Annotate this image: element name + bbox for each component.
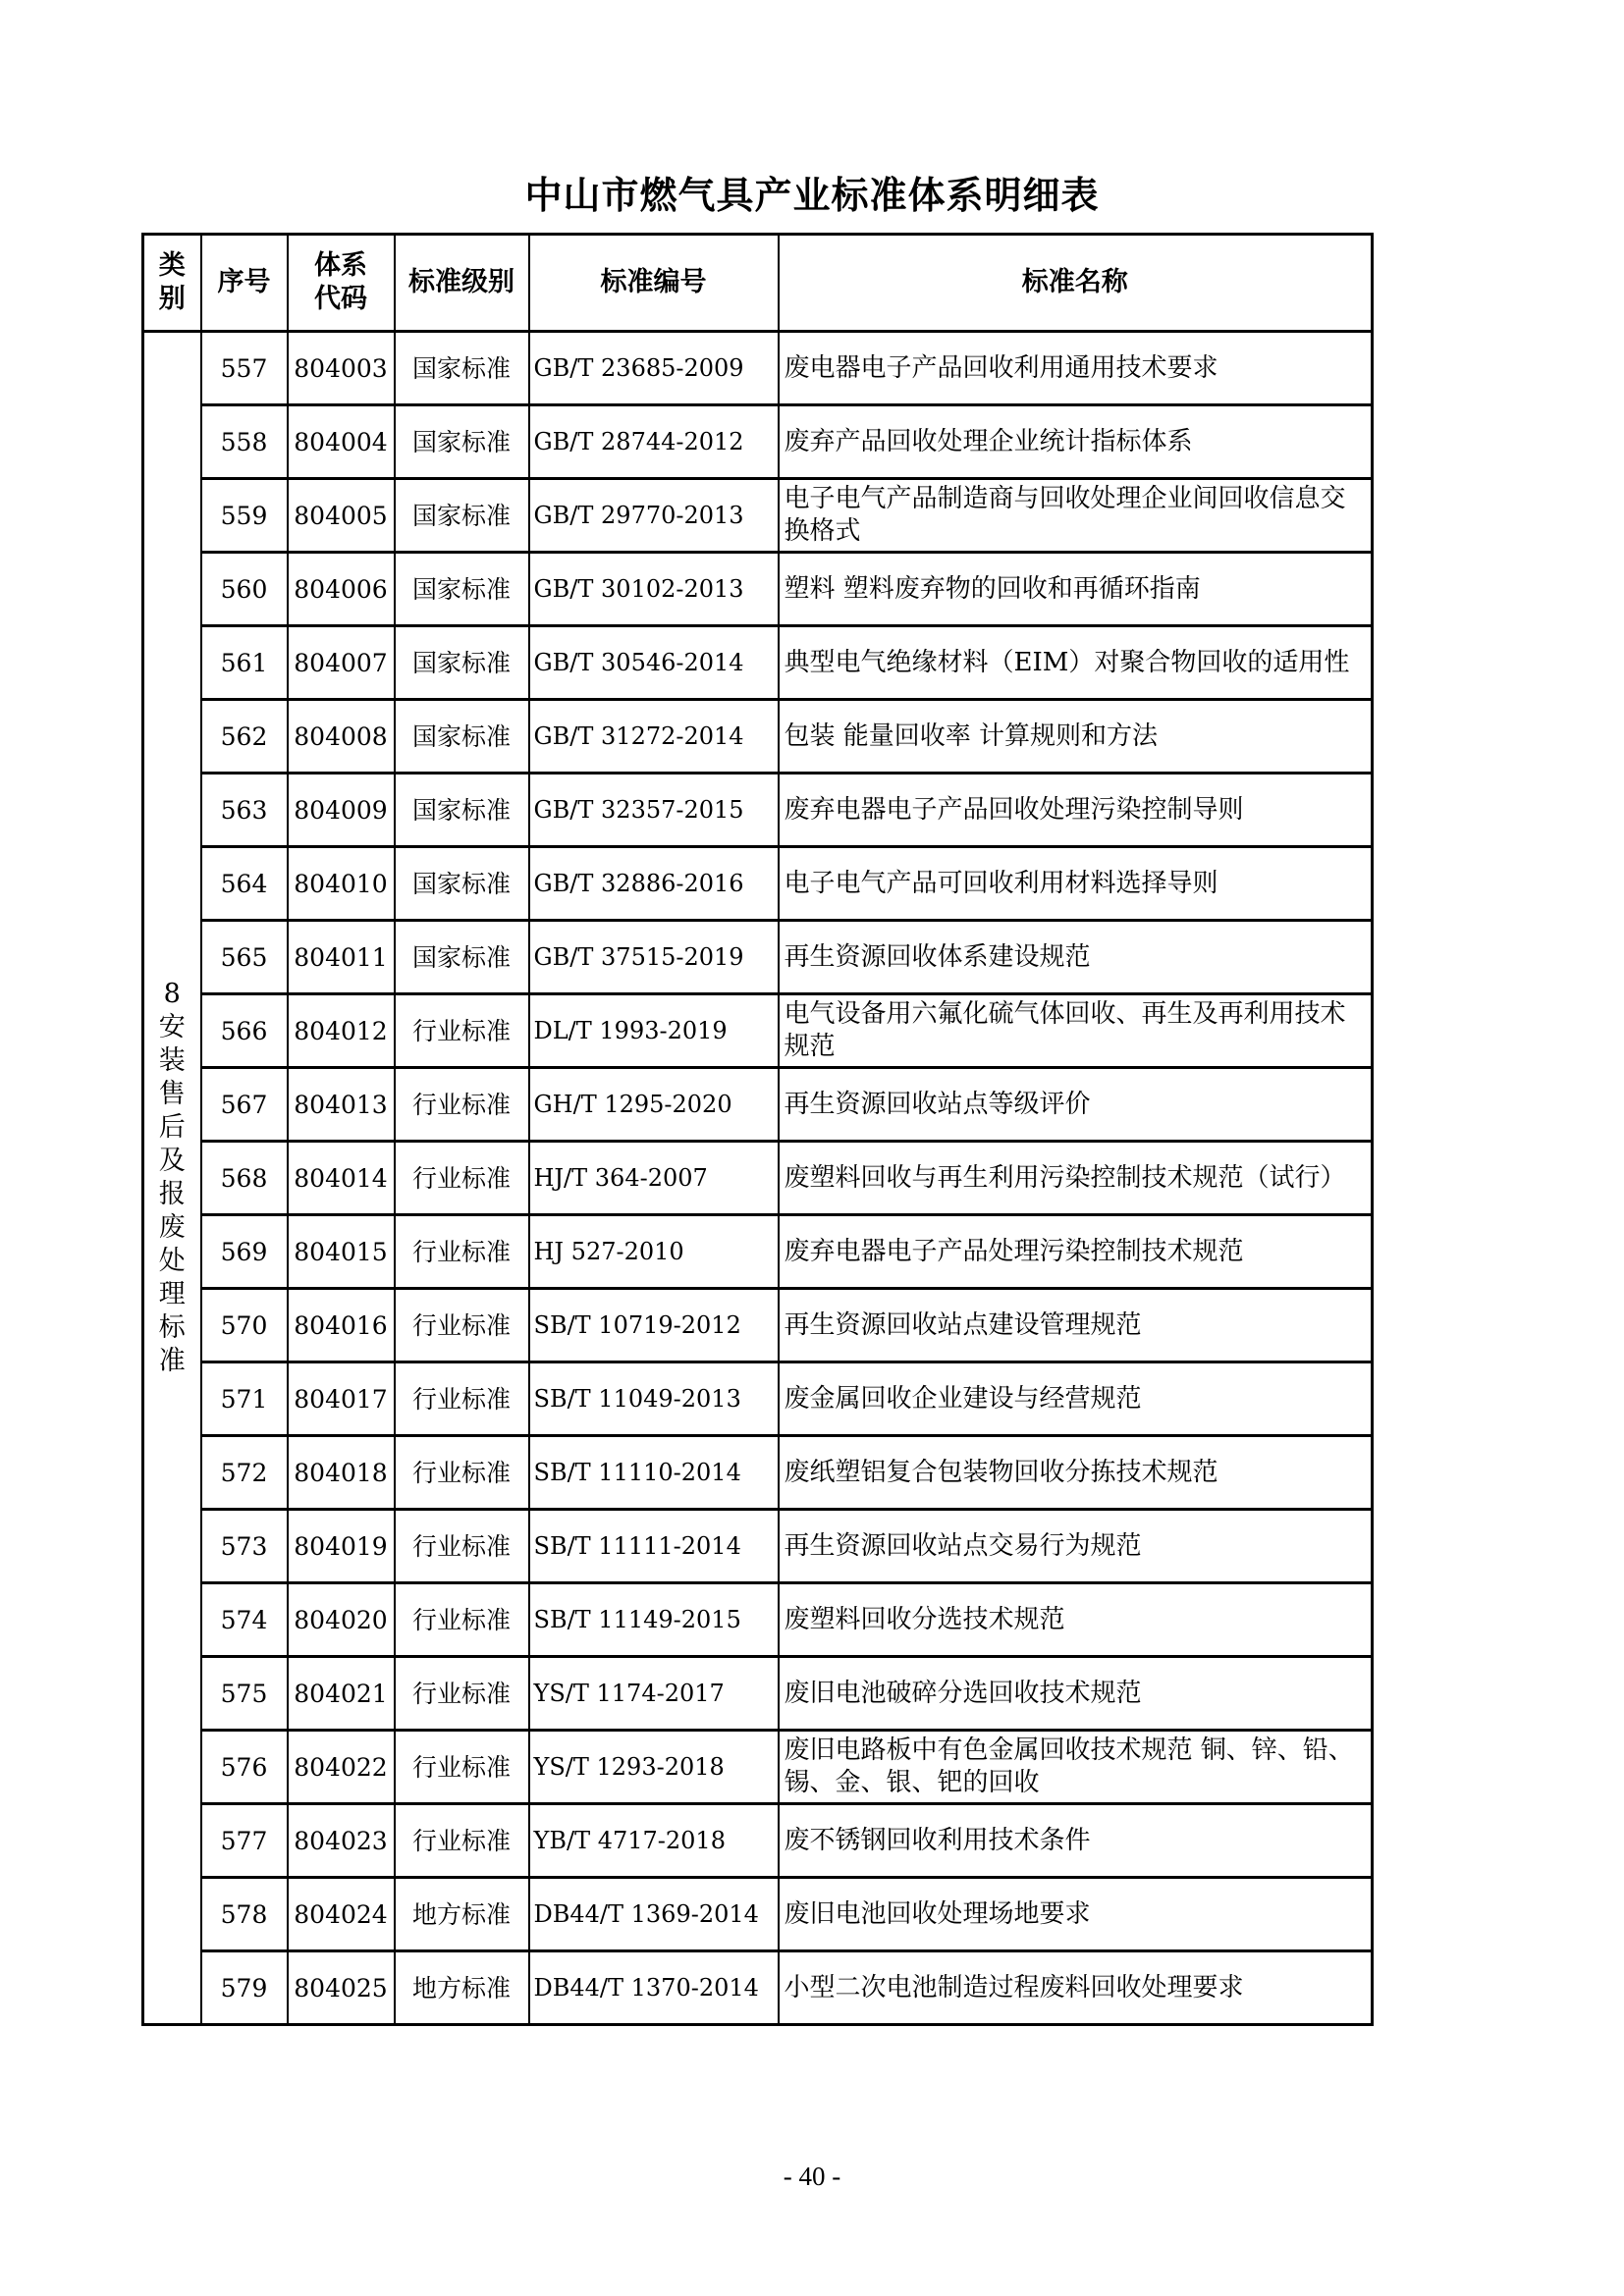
category-cell [143,332,201,2025]
standard-number-cell: YS/T 1174-2017 [529,1657,779,1731]
seq-cell: 579 [201,1951,288,2025]
seq-cell: 570 [201,1289,288,1362]
table-row [143,553,1373,626]
table-row [143,479,1373,553]
level-cell: 行业标准 [395,1731,529,1804]
system-code-cell: 804015 [288,1215,395,1289]
standard-number-cell: YS/T 1293-2018 [529,1731,779,1804]
seq-cell: 571 [201,1362,288,1436]
seq-cell: 560 [201,553,288,626]
level-cell: 国家标准 [395,553,529,626]
standard-number-cell: DB44/T 1370-2014 [529,1951,779,2025]
table-row [143,1215,1373,1289]
table-row [143,700,1373,774]
standard-name-cell: 废弃产品回收处理企业统计指标体系 [779,405,1373,479]
page-number: - 40 - [783,2162,841,2191]
seq-cell: 574 [201,1583,288,1657]
seq-cell: 561 [201,626,288,700]
seq-cell: 563 [201,774,288,847]
standard-name-cell: 废不锈钢回收利用技术条件 [779,1804,1373,1878]
table-row [143,1583,1373,1657]
system-code-cell: 804004 [288,405,395,479]
standard-number-cell: HJ/T 364-2007 [529,1142,779,1215]
standard-name-cell: 再生资源回收站点建设管理规范 [779,1289,1373,1362]
standard-name-cell: 废金属回收企业建设与经营规范 [779,1362,1373,1436]
standard-name-cell: 再生资源回收站点等级评价 [779,1068,1373,1142]
system-code-cell: 804025 [288,1951,395,2025]
table-row [143,1510,1373,1583]
system-code-cell: 804008 [288,700,395,774]
header-system-code: 体系代码 [288,235,395,332]
seq-cell: 557 [201,332,288,405]
standard-name-cell: 再生资源回收站点交易行为规范 [779,1510,1373,1583]
seq-cell: 565 [201,921,288,994]
standard-name-cell: 废纸塑铝复合包装物回收分拣技术规范 [779,1436,1373,1510]
seq-cell: 564 [201,847,288,921]
system-code-cell: 804014 [288,1142,395,1215]
level-cell: 行业标准 [395,1436,529,1510]
system-code-cell: 804010 [288,847,395,921]
level-cell: 行业标准 [395,1068,529,1142]
system-code-cell: 804003 [288,332,395,405]
header-seq: 序号 [201,235,288,332]
level-cell: 地方标准 [395,1951,529,2025]
standard-number-cell: SB/T 10719-2012 [529,1289,779,1362]
standard-number-cell: GB/T 37515-2019 [529,921,779,994]
seq-cell: 568 [201,1142,288,1215]
standards-table [141,233,1374,2026]
level-cell: 国家标准 [395,479,529,553]
table-header-row [143,235,1373,332]
header-name: 标准名称 [779,235,1373,332]
system-code-cell: 804021 [288,1657,395,1731]
level-cell: 国家标准 [395,921,529,994]
table-row [143,1878,1373,1951]
level-cell: 行业标准 [395,1583,529,1657]
level-cell: 国家标准 [395,700,529,774]
standard-name-cell: 废弃电器电子产品回收处理污染控制导则 [779,774,1373,847]
seq-cell: 559 [201,479,288,553]
level-cell: 行业标准 [395,994,529,1068]
standard-number-cell: GB/T 31272-2014 [529,700,779,774]
standard-number-cell: SB/T 11111-2014 [529,1510,779,1583]
standard-name-cell: 电子电气产品制造商与回收处理企业间回收信息交换格式 [779,479,1373,553]
seq-cell: 558 [201,405,288,479]
seq-cell: 567 [201,1068,288,1142]
table-row [143,332,1373,405]
system-code-cell: 804016 [288,1289,395,1362]
system-code-cell: 804024 [288,1878,395,1951]
table-row [143,1362,1373,1436]
standard-name-cell: 小型二次电池制造过程废料回收处理要求 [779,1951,1373,2025]
header-number: 标准编号 [529,235,779,332]
category-index: 8 [163,979,181,1009]
seq-cell: 575 [201,1657,288,1731]
standard-name-cell: 废塑料回收与再生利用污染控制技术规范（试行） [779,1142,1373,1215]
level-cell: 行业标准 [395,1289,529,1362]
table-row [143,1731,1373,1804]
level-cell: 国家标准 [395,332,529,405]
system-code-cell: 804020 [288,1583,395,1657]
seq-cell: 562 [201,700,288,774]
standard-number-cell: DL/T 1993-2019 [529,994,779,1068]
standard-name-cell: 废电器电子产品回收利用通用技术要求 [779,332,1373,405]
level-cell: 地方标准 [395,1878,529,1951]
table-row [143,1068,1373,1142]
standard-number-cell: HJ 527-2010 [529,1215,779,1289]
page-title: 中山市燃气具产业标准体系明细表 [524,173,1100,217]
system-code-cell: 804013 [288,1068,395,1142]
system-code-cell: 804012 [288,994,395,1068]
table-row [143,1657,1373,1731]
system-code-cell: 804007 [288,626,395,700]
system-code-cell: 804011 [288,921,395,994]
standard-name-cell: 电子电气产品可回收利用材料选择导则 [779,847,1373,921]
seq-cell: 577 [201,1804,288,1878]
table-row [143,1436,1373,1510]
standard-number-cell: SB/T 11049-2013 [529,1362,779,1436]
standard-number-cell: GH/T 1295-2020 [529,1068,779,1142]
standard-name-cell: 典型电气绝缘材料（EIM）对聚合物回收的适用性 [779,626,1373,700]
table-row [143,847,1373,921]
system-code-cell: 804022 [288,1731,395,1804]
system-code-cell: 804005 [288,479,395,553]
table-row [143,405,1373,479]
level-cell: 国家标准 [395,847,529,921]
level-cell: 国家标准 [395,626,529,700]
standard-name-cell: 废旧电路板中有色金属回收技术规范 铜、锌、铅、锡、金、银、钯的回收 [779,1731,1373,1804]
standard-number-cell: YB/T 4717-2018 [529,1804,779,1878]
standard-name-cell: 塑料 塑料废弃物的回收和再循环指南 [779,553,1373,626]
seq-cell: 573 [201,1510,288,1583]
standard-number-cell: DB44/T 1369-2014 [529,1878,779,1951]
system-code-cell: 804019 [288,1510,395,1583]
table-row [143,921,1373,994]
level-cell: 国家标准 [395,774,529,847]
level-cell: 行业标准 [395,1510,529,1583]
table-row [143,774,1373,847]
table-row [143,1289,1373,1362]
level-cell: 行业标准 [395,1215,529,1289]
level-cell: 国家标准 [395,405,529,479]
table-row [143,994,1373,1068]
table-row [143,1804,1373,1878]
standard-number-cell: GB/T 23685-2009 [529,332,779,405]
standard-number-cell: GB/T 30546-2014 [529,626,779,700]
standard-number-cell: GB/T 28744-2012 [529,405,779,479]
system-code-cell: 804017 [288,1362,395,1436]
standard-name-cell: 废塑料回收分选技术规范 [779,1583,1373,1657]
seq-cell: 578 [201,1878,288,1951]
seq-cell: 569 [201,1215,288,1289]
system-code-cell: 804023 [288,1804,395,1878]
seq-cell: 576 [201,1731,288,1804]
header-category: 类别 [143,235,201,332]
table-row [143,626,1373,700]
standard-name-cell: 电气设备用六氟化硫气体回收、再生及再利用技术规范 [779,994,1373,1068]
table-row [143,1951,1373,2025]
standard-number-cell: GB/T 32357-2015 [529,774,779,847]
standard-number-cell: SB/T 11110-2014 [529,1436,779,1510]
system-code-cell: 804009 [288,774,395,847]
table-row [143,1142,1373,1215]
standard-name-cell: 废旧电池破碎分选回收技术规范 [779,1657,1373,1731]
standard-name-cell: 废旧电池回收处理场地要求 [779,1878,1373,1951]
system-code-cell: 804006 [288,553,395,626]
seq-cell: 566 [201,994,288,1068]
category-label: 安装售后及报废处理标准 [158,1012,186,1376]
system-code-cell: 804018 [288,1436,395,1510]
standard-name-cell: 废弃电器电子产品处理污染控制技术规范 [779,1215,1373,1289]
standard-number-cell: GB/T 30102-2013 [529,553,779,626]
standard-number-cell: GB/T 32886-2016 [529,847,779,921]
standard-name-cell: 包装 能量回收率 计算规则和方法 [779,700,1373,774]
level-cell: 行业标准 [395,1362,529,1436]
standard-name-cell: 再生资源回收体系建设规范 [779,921,1373,994]
seq-cell: 572 [201,1436,288,1510]
level-cell: 行业标准 [395,1142,529,1215]
header-level: 标准级别 [395,235,529,332]
level-cell: 行业标准 [395,1657,529,1731]
standard-number-cell: SB/T 11149-2015 [529,1583,779,1657]
level-cell: 行业标准 [395,1804,529,1878]
standard-number-cell: GB/T 29770-2013 [529,479,779,553]
